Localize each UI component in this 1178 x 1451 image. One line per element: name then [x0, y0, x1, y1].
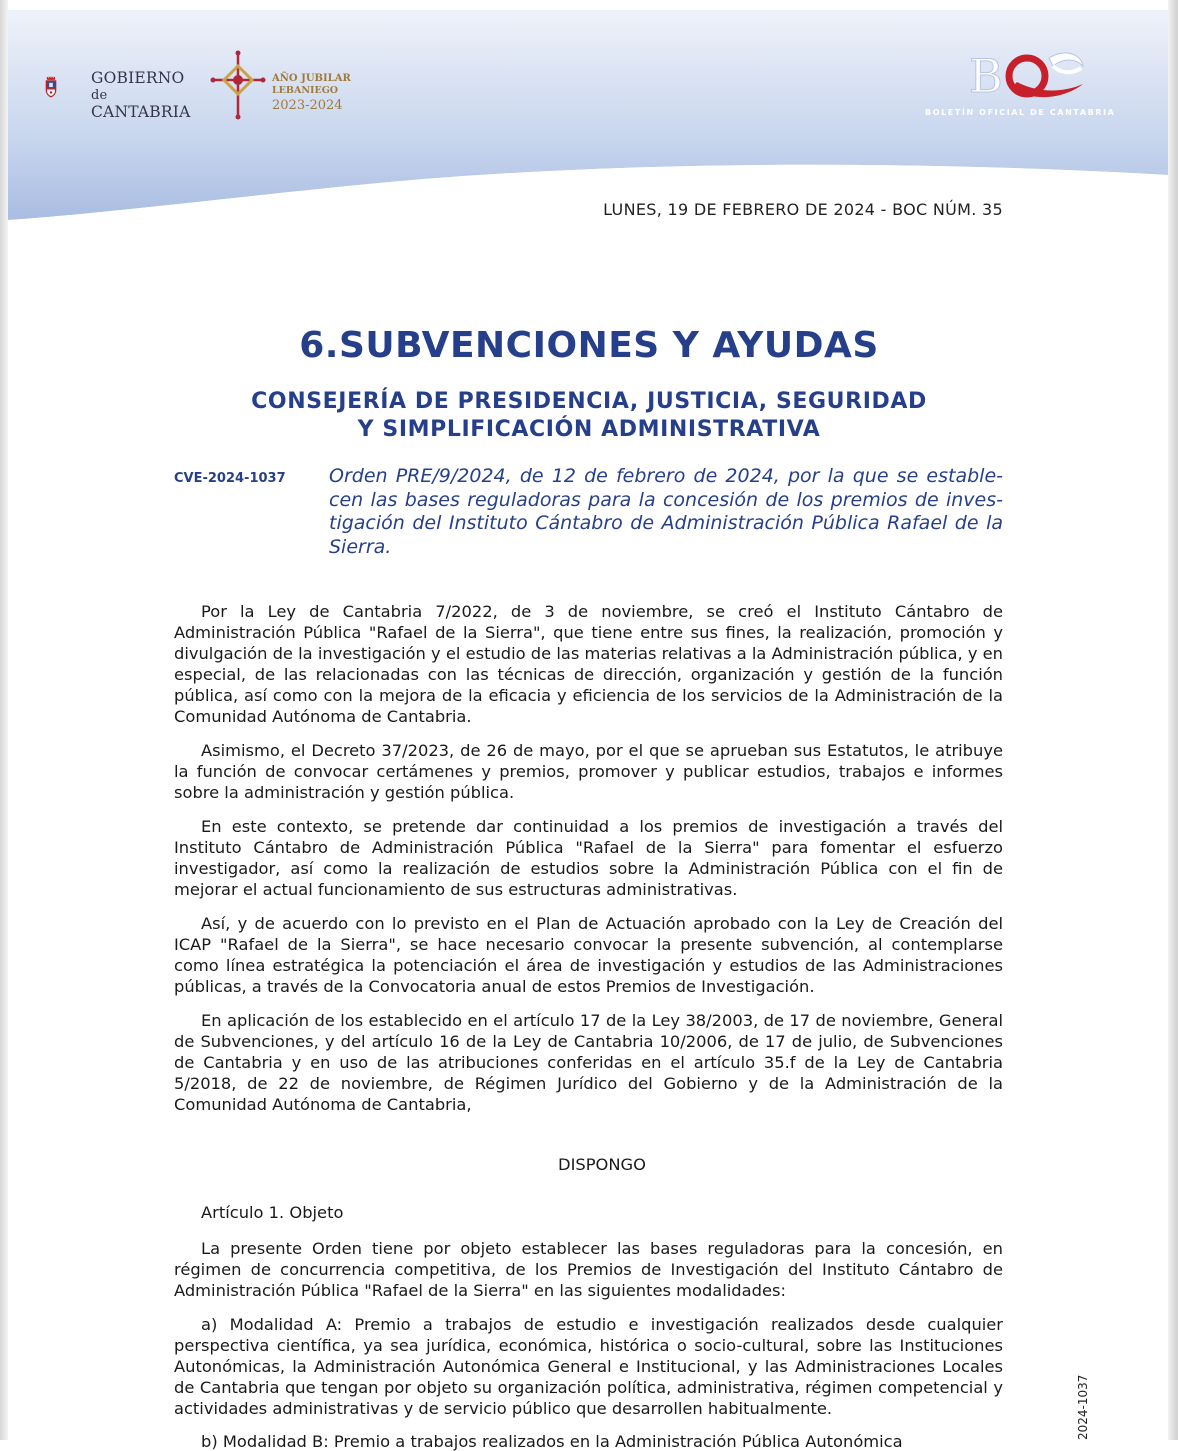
truncated-line: b) Modalidad B: Premio a trabajos realizados en la Administración Pública Autonómica	[201, 1432, 903, 1451]
articulo-1-body	[174, 1238, 1003, 1432]
gobierno-line3: CANTABRIA	[91, 103, 191, 121]
page-edge-left	[0, 0, 8, 1440]
ano-jubilar-wordmark	[272, 73, 351, 114]
consejeria-line1: CONSEJERÍA DE PRESIDENCIA, JUSTICIA, SEGURIDAD	[251, 389, 927, 414]
boc-subtitle: BOLETÍN OFICIAL DE CANTABRIA	[925, 108, 1116, 117]
gobierno-de-cantabria-wordmark	[91, 70, 190, 121]
preamble-paragraph: En aplicación de los establecido en el artículo 17 de la Ley 38/2003, de 17 de noviembre, General de Subvenciones, y del artículo 16 de la Ley de Cantabria 10/2006, de 17 de julio, de Subvenciones de Cantabria y en uso de las atribuciones conferidas en el artículo 35.f de la Ley de Cantabria 5/2018, de 22 de noviembre, de Régimen Jurídico del Gobierno y de la Administración de la Comunidad Autónoma de Cantabria,	[174, 1011, 1003, 1114]
cve-code: CVE-2024-1037	[174, 471, 286, 486]
preamble-paragraph: Asimismo, el Decreto 37/2023, de 26 de mayo, por el que se aprueban sus Estatutos, le atribuye la función de convocar certámenes y premios, promover y publicar estudios, trabajos e informes sobre la administración y gestión pública.	[174, 741, 1003, 802]
dispongo-heading: DISPONGO	[558, 1155, 646, 1174]
preamble	[174, 601, 1003, 1128]
preamble-paragraph: Así, y de acuerdo con lo previsto en el Plan de Actuación aprobado con la Ley de Creación del ICAP "Rafael de la Sierra", se hace necesario convocar la presente subvención, al contemplarse como línea estratégica la potenciación el área de investigación y estudios de las Administraciones públicas, a través de la Convocatoria anual de estos Premios de Investigación.	[174, 914, 1003, 996]
consejeria-line2: Y SIMPLIFICACIÓN ADMINISTRATIVA	[357, 417, 821, 442]
date-line: LUNES, 19 DE FEBRERO DE 2024 - BOC NÚM. 35	[603, 200, 1003, 219]
jubilar-line1: AÑO JUBILAR	[272, 73, 351, 84]
articulo-paragraph: La presente Orden tiene por objeto establecer las bases reguladoras para la concesión, en régimen de concurrencia competitiva, de los Premios de Investigación del Instituto Cántabro de Administración Pública "Rafael de la Sierra" en las siguientes modalidades:	[174, 1239, 1003, 1300]
consejeria-heading	[0, 388, 1178, 444]
page-edge-right	[1168, 0, 1178, 1440]
jubilar-line2: LEBANIEGO	[272, 85, 339, 96]
cantabria-coat-of-arms-icon	[45, 50, 90, 125]
boc-logo-icon	[965, 48, 1095, 108]
preamble-paragraph: Por la Ley de Cantabria 7/2022, de 3 de noviembre, se creó el Instituto Cántabro de Administración Pública "Rafael de la Sierra", que tiene entre sus fines, la realización, promoción y divulgación de la investigación y el estudio de las materias relativas a la Administración pública, y en especial, de las relacionadas con las técnicas de dirección, organización y gestión de la función pública, así como con la mejora de la eficacia y eficiencia de los servicios de la Administración de la Comunidad Autónoma de Cantabria.	[174, 602, 1003, 726]
articulo-paragraph: a) Modalidad A: Premio a trabajos de estudio e investigación realizados desde cualquier perspectiva científica, ya sea jurídica, económica, histórica o socio-cultural, sobre las Instituciones Autonómicas, la Administración Autonómica General e Institucional, y las Administraciones Locales de Cantabria que tengan por objeto su organización política, administrativa, régimen competencial y actividades administrativas y de servicio público que desarrollen habitualmente.	[174, 1315, 1003, 1418]
gobierno-line1: GOBIERNO	[91, 69, 185, 87]
side-cve-code: 2024-1037	[1076, 1374, 1090, 1440]
orden-title: Orden PRE/9/2024, de 12 de febrero de 2024, por la que se estable-cen las bases reguladoras para la concesión de los premios de inves-tigación del Instituto Cántabro de Administración Pública Rafael de la Sierra.	[329, 465, 1003, 558]
jubilar-cross-icon	[210, 50, 270, 120]
articulo-1-title: Artículo 1. Objeto	[201, 1203, 344, 1222]
jubilar-line3: 2023-2024	[272, 98, 343, 113]
section-title: 6.SUBVENCIONES Y AYUDAS	[299, 325, 879, 366]
svg-text:B: B	[969, 49, 1003, 103]
gobierno-line2: de	[91, 88, 108, 103]
preamble-paragraph: En este contexto, se pretende dar continuidad a los premios de investigación a través del Instituto Cántabro de Administración Pública "Rafael de la Sierra" para fomentar el esfuerzo investigador, así como la realización de estudios sobre la Administración Pública con el fin de mejorar el actual funcionamiento de sus estructuras administrativas.	[174, 817, 1003, 899]
